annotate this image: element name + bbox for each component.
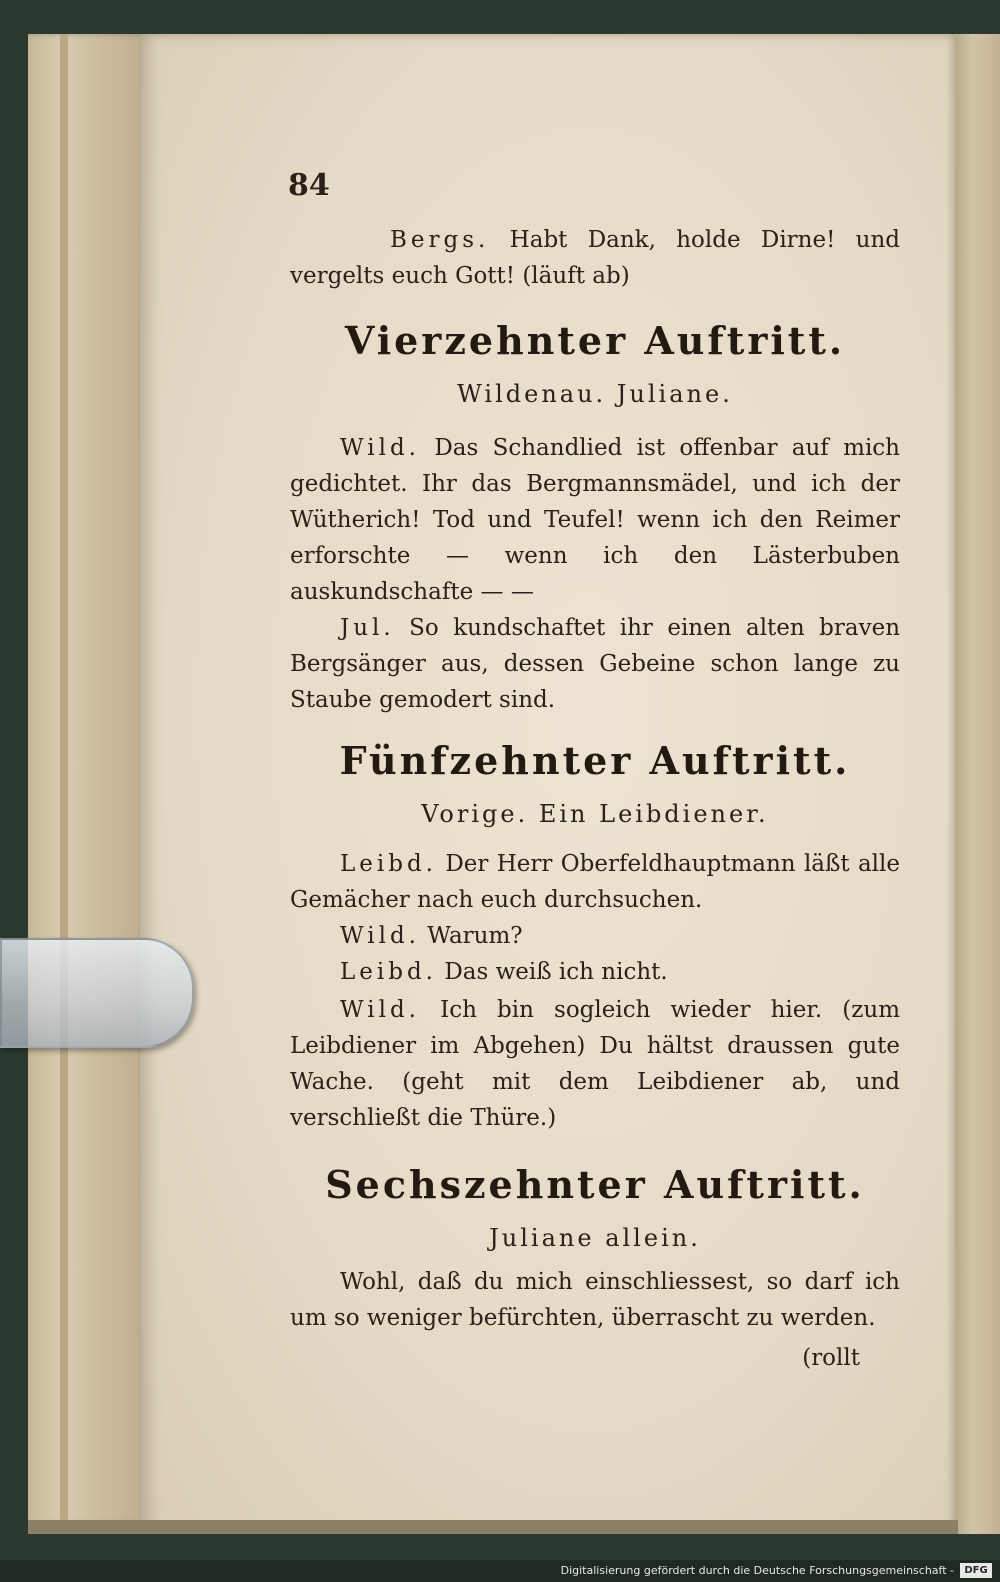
book-bottom-edge (28, 1520, 958, 1534)
speech-text: Habt Dank, holde Dirne! und vergelts euch Gott! (läuft ab) (290, 227, 900, 289)
speech-wild-2 (290, 918, 900, 954)
speech-jul-1 (290, 610, 900, 718)
scene-heading-15: Fünfzehnter Auftritt. (339, 738, 851, 783)
book-page-edges (28, 34, 146, 1524)
page-edge-line (60, 34, 68, 1524)
catchword: (rollt (802, 1345, 860, 1371)
speaker-label: Wild. (340, 923, 420, 949)
page-number: 84 (288, 168, 330, 203)
speech-text: So kundschaftet ihr einen alten braven Bergsänger aus, dessen Gebeine schon lange zu Staube gemodert sind. (290, 615, 901, 713)
scene-characters-14: Wildenau. Juliane. (457, 380, 733, 408)
scene-heading-16: Sechszehnter Auftritt. (325, 1162, 865, 1207)
speech-wild-3 (290, 992, 900, 1136)
speaker-label: Leibd. (340, 851, 437, 877)
speaker-label: Leibd. (340, 959, 437, 985)
speech-leib-1 (290, 846, 900, 918)
speech-wild-1 (290, 430, 900, 610)
speech-text: Wohl, daß du mich einschliessest, so darf ich um so weniger befürchten, überrascht zu werden. (290, 1269, 900, 1331)
speech-bergs (290, 222, 900, 294)
speaker-label: Jul. (340, 615, 395, 641)
scene-heading-14: Vierzehnter Auftritt. (344, 318, 846, 363)
speaker-label: Wild. (340, 997, 420, 1023)
speech-text: Das Schandlied ist offenbar auf mich gedichtet. Ihr das Bergmannsmädel, und ich der Wütherich! Tod und Teufel! wenn ich den Reimer erforschte — wenn ich den Lästerbuben auskundschafte — — (290, 435, 900, 605)
speech-text: Warum? (427, 923, 523, 949)
dfg-logo-icon: DFG (960, 1563, 992, 1578)
speaker-label: Wild. (340, 435, 420, 461)
speech-text: Ich bin sogleich wieder hier. (zum Leibdiener im Abgehen) Du hältst draussen gute Wache. (geht mit dem Leibdiener ab, und verschließt die Thüre.) (290, 997, 901, 1131)
scene-characters-15: Vorige. Ein Leibdiener. (421, 800, 769, 828)
speech-text: Das weiß ich nicht. (444, 959, 668, 985)
speaker-label: Bergs. (390, 227, 490, 253)
page-holder-clip (0, 938, 194, 1048)
speech-text: Der Herr Oberfeldhauptmann läßt alle Gemächer nach euch durchsuchen. (290, 851, 901, 913)
facing-page-edge (955, 34, 1000, 1534)
speech-jul-2 (290, 1264, 900, 1336)
footer-bar (0, 1560, 1000, 1582)
scene-characters-16: Juliane allein. (489, 1224, 701, 1252)
speech-leib-2 (290, 954, 900, 990)
footer-credit: Digitalisierung gefördert durch die Deutsche Forschungsgemeinschaft - (560, 1564, 954, 1577)
